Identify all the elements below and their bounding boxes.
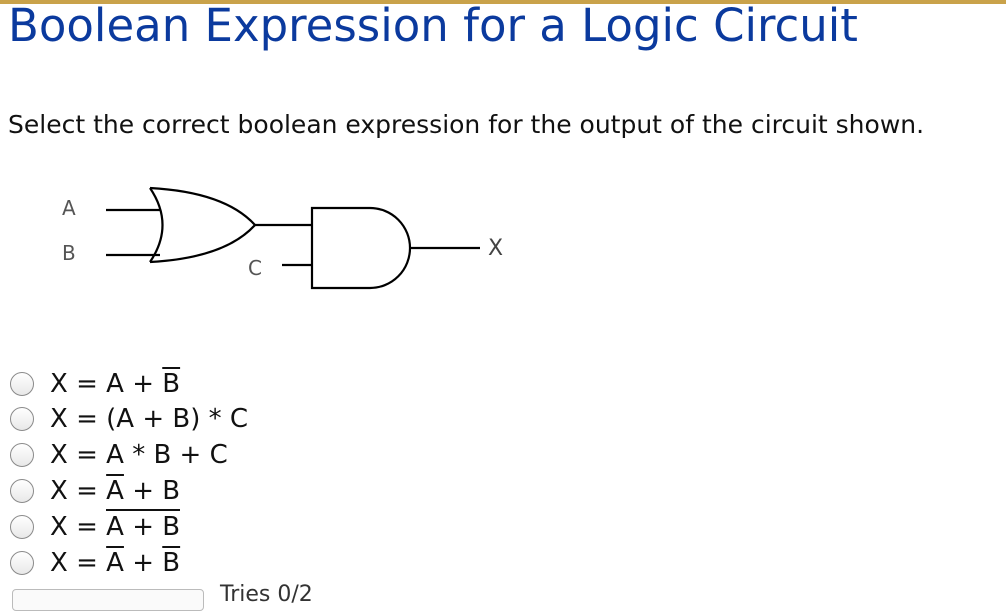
radio-button[interactable] <box>10 407 34 431</box>
radio-button[interactable] <box>10 479 34 503</box>
submit-button[interactable] <box>12 589 204 611</box>
radio-button[interactable] <box>10 515 34 539</box>
or-gate <box>150 188 255 262</box>
choice-5-expression: X = A + B <box>50 510 180 544</box>
radio-button[interactable] <box>10 443 34 467</box>
radio-button[interactable] <box>10 551 34 575</box>
choice-1-expression: $X = A + \overline{B}$ <box>50 369 181 399</box>
choice-3-expression: X = A * B + C <box>50 440 228 470</box>
tries-counter: Tries 0/2 <box>220 582 313 607</box>
logic-circuit-diagram <box>40 180 520 310</box>
input-b-label: B <box>62 241 76 265</box>
question-prompt: Select the correct boolean expression for the output of the circuit shown. <box>8 110 925 139</box>
radio-button[interactable] <box>10 372 34 396</box>
input-c-label: C <box>248 256 262 280</box>
output-x-label: X <box>488 236 504 261</box>
and-gate <box>312 208 410 288</box>
choice-2-expression: X = (A + B) * C <box>50 404 249 434</box>
choice-6-expression: $X = \overline{A} + \overline{B}$ <box>50 548 181 578</box>
page-title: Boolean Expression for a Logic Circuit <box>8 0 858 52</box>
input-a-label: A <box>62 196 76 220</box>
choice-4-expression: $X = \overline{A} + B$ <box>50 476 181 506</box>
